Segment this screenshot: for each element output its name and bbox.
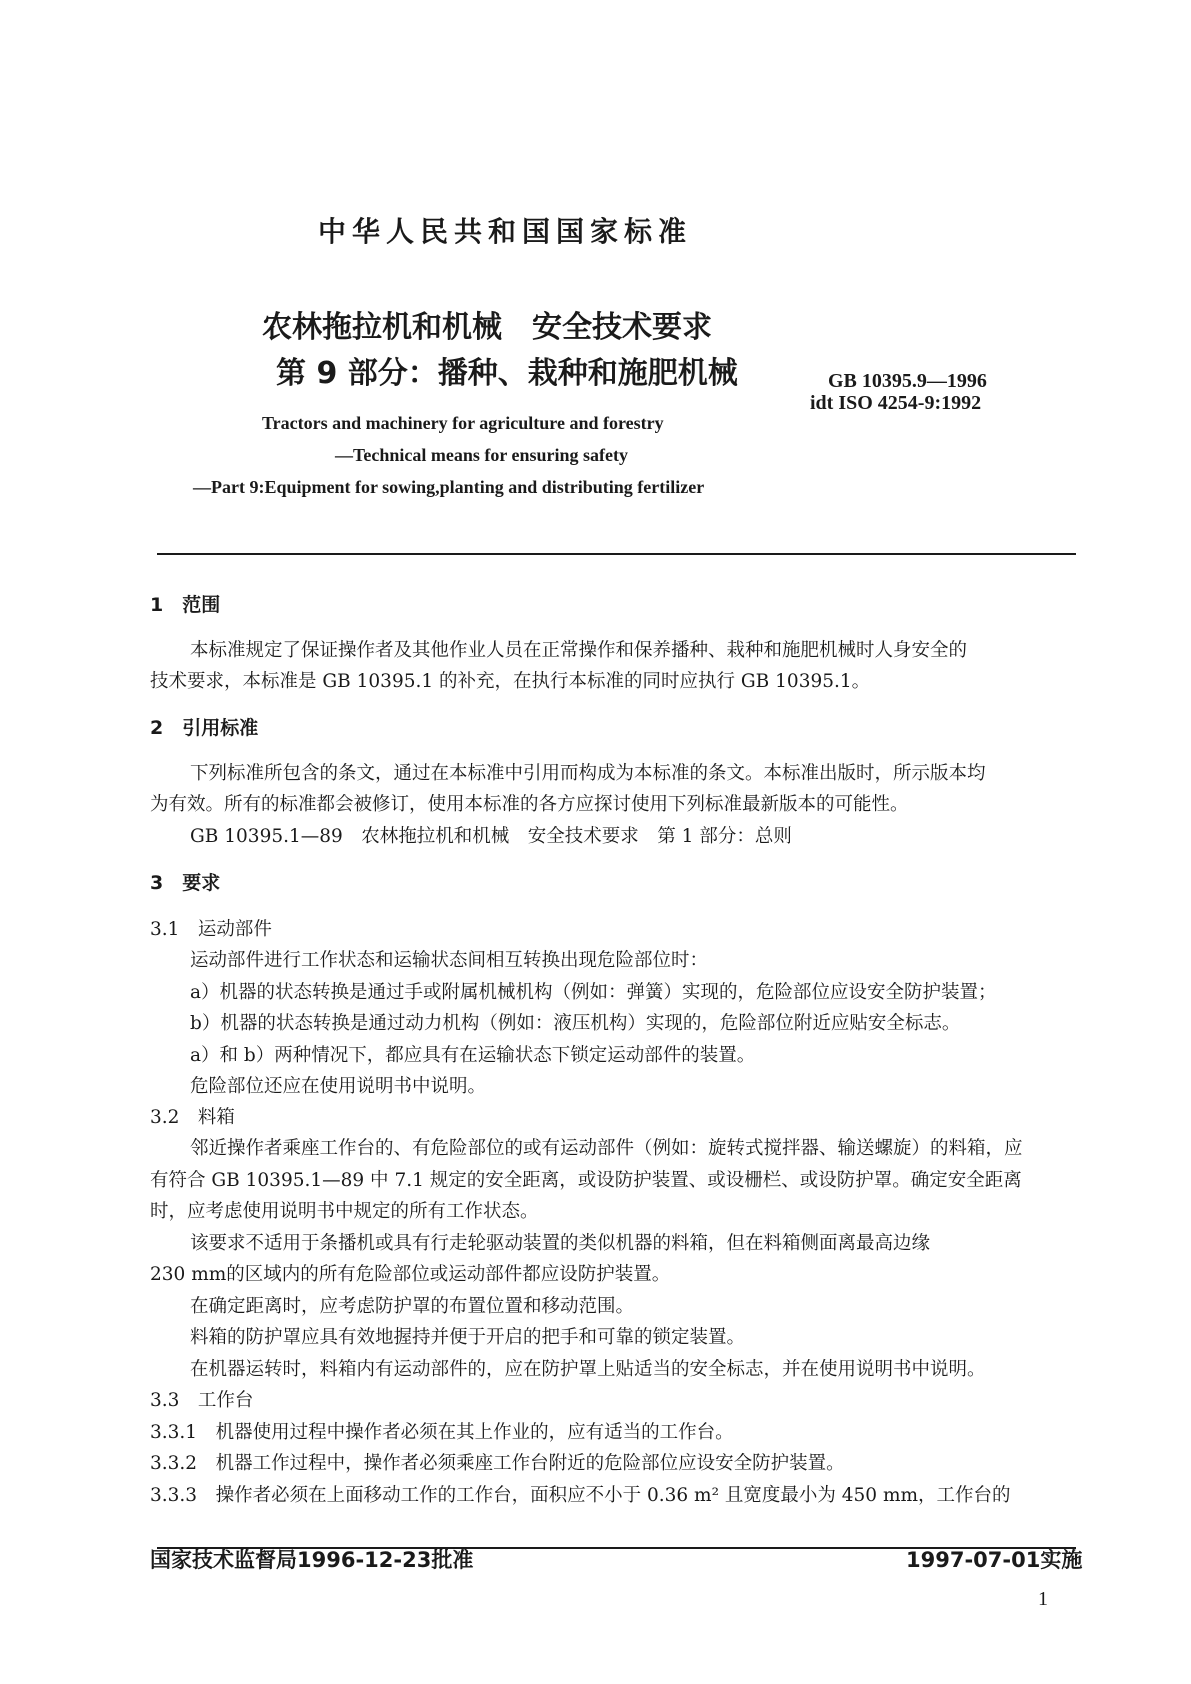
clause-3-1-heading: 3.1 运动部件 <box>150 919 272 940</box>
section-3-heading: 3 要求 <box>150 872 221 894</box>
title-en-line3: —Part 9:Equipment for sowing,planting and distributing fertilizer <box>193 477 705 497</box>
section-1-paragraph-line2: 技术要求，本标准是 GB 10395.1 的补充，在执行本标准的同时应执行 GB 10395.1。 <box>150 671 871 692</box>
clause-3-2-line2: 有符合 GB 10395.1—89 中 7.1 规定的安全距离，或设防护装置、或设栅栏、或设防护罩。确定安全距离 <box>150 1170 1022 1191</box>
clause-3-1-line5: 危险部位还应在使用说明书中说明。 <box>190 1076 487 1097</box>
clause-3-2-line3: 时，应考虑使用说明书中规定的所有工作状态。 <box>150 1201 539 1222</box>
section-1-heading: 1 范围 <box>150 594 221 616</box>
page-number: 1 <box>1038 1588 1048 1610</box>
clause-3-3-1: 3.3.1 机器使用过程中操作者必须在其上作业的，应有适当的工作台。 <box>150 1422 734 1443</box>
clause-3-2-line5: 230 mm的区域内的所有危险部位或运动部件都应设防护装置。 <box>150 1264 671 1285</box>
idt-reference: idt ISO 4254-9:1992 <box>810 392 982 414</box>
clause-3-2-line4: 该要求不适用于条播机或具有行走轮驱动装置的类似机器的料箱，但在料箱侧面离最高边缘 <box>190 1233 931 1254</box>
clause-3-2-line8: 在机器运转时，料箱内有运动部件的，应在防护罩上贴适当的安全标志，并在使用说明书中说明。 <box>190 1359 986 1380</box>
clause-3-3-2: 3.3.2 机器工作过程中，操作者必须乘座工作台附近的危险部位应设安全防护装置。 <box>150 1453 845 1474</box>
clause-3-3-3: 3.3.3 操作者必须在上面移动工作的工作台，面积应不小于 0.36 m² 且宽度最小为 450 mm，工作台的 <box>150 1485 1011 1506</box>
approval-date: 国家技术监督局1996-12-23批准 <box>150 1548 474 1572</box>
clause-3-2-line6: 在确定距离时，应考虑防护罩的布置位置和移动范围。 <box>190 1296 635 1317</box>
section-1-paragraph-line1: 本标准规定了保证操作者及其他作业人员在正常操作和保养播种、栽种和施肥机械时人身安全的 <box>190 640 968 661</box>
clause-3-1-line1: 运动部件进行工作状态和运输状态间相互转换出现危险部位时： <box>190 950 709 971</box>
standard-number: GB 10395.9—1996 <box>828 370 987 392</box>
implementation-date: 1997-07-01实施 <box>906 1548 1083 1572</box>
header-divider <box>157 553 1076 555</box>
clause-3-2-line7: 料箱的防护罩应具有效地握持并便于开启的把手和可靠的锁定装置。 <box>190 1327 746 1348</box>
title-cn-line1: 农林拖拉机和机械 安全技术要求 <box>262 310 712 345</box>
clause-3-2-heading: 3.2 料箱 <box>150 1107 235 1128</box>
reference-standard-gb10395-1: GB 10395.1—89 农林拖拉机和机械 安全技术要求 第 1 部分：总则 <box>190 826 792 847</box>
clause-3-1-item-b: b）机器的状态转换是通过动力机构（例如：液压机构）实现的，危险部位附近应贴安全标志。 <box>190 1013 961 1034</box>
clause-3-1-item-a: a）机器的状态转换是通过手或附属机械机构（例如：弹簧）实现的，危险部位应设安全防护装置； <box>190 982 997 1003</box>
title-cn-line2: 第 9 部分：播种、栽种和施肥机械 <box>276 356 738 391</box>
clause-3-3-heading: 3.3 工作台 <box>150 1390 254 1411</box>
clause-3-2-line1: 邻近操作者乘座工作台的、有危险部位的或有运动部件（例如：旋转式搅拌器、输送螺旋）的料箱，应 <box>190 1138 1023 1159</box>
section-2-paragraph-line2: 为有效。所有的标准都会被修订，使用本标准的各方应探讨使用下列标准最新版本的可能性。 <box>150 794 909 815</box>
title-en-line2: —Technical means for ensuring safety <box>335 445 629 465</box>
section-2-paragraph-line1: 下列标准所包含的条文，通过在本标准中引用而构成为本标准的条文。本标准出版时，所示版本均 <box>190 763 986 784</box>
clause-3-1-line4: a）和 b）两种情况下，都应具有在运输状态下锁定运动部件的装置。 <box>190 1045 756 1066</box>
national-standard-label: 中华人民共和国国家标准 <box>318 215 693 248</box>
section-2-heading: 2 引用标准 <box>150 717 259 739</box>
title-en-line1: Tractors and machinery for agriculture and forestry <box>262 413 664 433</box>
